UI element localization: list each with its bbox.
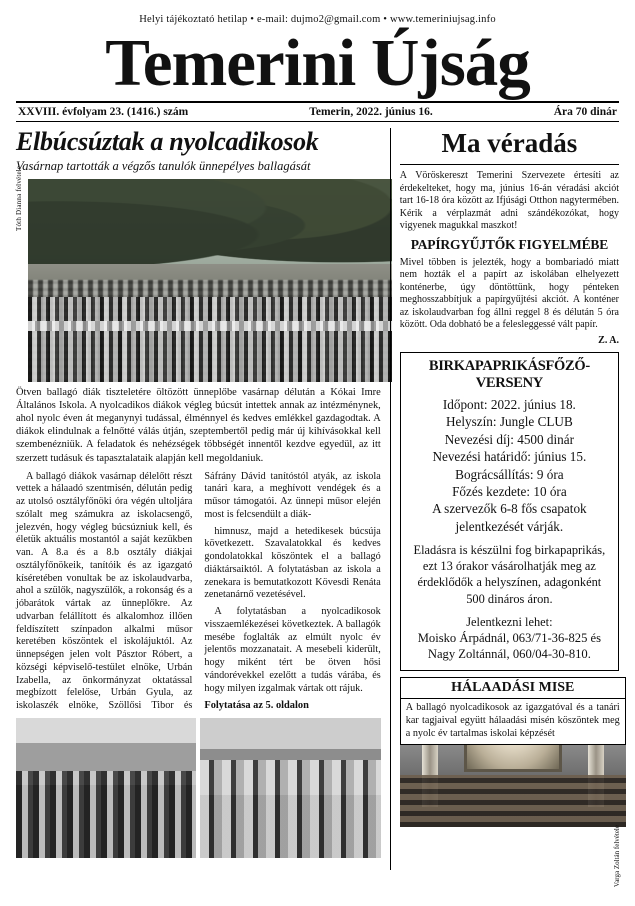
lead-paragraph: Ötven ballagó diák tiszteletére öltözött ünneplőbe vasárnap délután a Kókai Imre Általános Iskola. A nyolcadikos diákok végleg búcsút intettek annak az intézménynek, ahol nyolc éven át meganynyi tudással, élménnyel és kedves emlékkel gazdagodtak. A diákok elindulnak a felnőtté válás útján, szeptembertől pedig már új kihívásokkal kell szembenézniük. A feladatok és nehézségek többségét innentől kezdve egyedül, az itt szerzett tudásuk és tapasztalataik alapján kell megoldaniuk. — [16, 386, 381, 464]
bottom-photo-right — [200, 718, 380, 858]
lead-body-columns — [16, 471, 381, 713]
mass-caption-text: A ballagó nyolcadikosok az igazgatóval és a tanári kar tagjaival együtt hálaadási misén köszöntek meg a nyolc év tartalmas iskolai képzését — [400, 699, 626, 745]
issue-price: Ára 70 dinár — [553, 106, 617, 119]
lead-body-paragraph: himnusz, majd a hetedikesek búcsúja következett. Szavalatokkal és kedves gondolatokkal köszöntek el a ballagó diáktársaiktól. A folytatásban az iskola a zenekara is bemutatkozott Kövesdi Renáta zenetanárnő vezetésével. — [204, 525, 381, 601]
blood-drive-text: A Vöröskereszt Temerini Szervezete értesíti az érdekelteket, hogy ma, június 16-án véradási akciót tart 16-18 óra között az Ifjúsági Otthon nagytermében. Kérik a vérplazmát adni szándékozókat, hogy vigyenek magukkal maszkot! — [399, 170, 619, 232]
mass-caption-title: HÁLAADÁSI MISE — [400, 677, 626, 699]
contest-line-date: Időpont: 2022. június 18. — [442, 396, 576, 412]
bottom-photo-left — [16, 718, 196, 858]
lead-photo — [28, 179, 392, 382]
paper-collection-text: Mivel többen is jelezték, hogy a bombariadó miatt nem hozták el a papírt az iskolában elhelyezett konténerbe, úgy döntöttünk, hogy pénteken meghosszabbítjuk a papírgyűjtési akciót. A konténer az iskolaudvarban fog állni reggel 8 és délután 5 óra között. Oda dobható be a felesleggessé vált papír. — [399, 256, 619, 331]
photo-seated-rows — [28, 297, 392, 382]
church-photo-credit: Varga Zoltán felvétele — [613, 825, 621, 888]
contest-title: BIRKAPAPRIKÁSFŐZŐ-VERSENY — [428, 357, 590, 391]
lead-body-paragraph: A ballagó diákok vasárnap délelőtt részt vettek a hálaadó szentmisén, délután pedig az utolsó osztályfőnöki óra végén ultoljára szólalt meg számukra az iskolacsengő, jelezvén, hogy végleg búcsúzniuk kell, és életük aktuális mostantól a saját kezükben van. A 8.a és a 8.b osztály diákjai osztályfőnökeik, tanítóik és az igazgató kíséretében vonultak be az iskolaudvarba, ahol a szülők, nagyszülők, a rokonság és a jóbarátok vártak az ünneplőkre. Az udvarban felállított és alkalomhoz illően feldíszített színpadon alkalmi műsor keretében köszöntek el iskolájuktól. Az ünnepségen jelen volt Pásztor Róbert, a községi képviselő-testület elnöke, Urbán Izabella, az önkormányzat oktatással megbízott felelőse, Urbán Gyula, az iskolaszék elnöke, Szöllősi Tibor és Sáfrány Dávid tanítóstól atyák, az iskola tanári kara, a meghívott vendégek és a műsor támogatói. Az ünnepi műsor elején most is felcsendült a diák- — [16, 470, 381, 712]
masthead-title: Temerini Újság — [105, 26, 530, 100]
paper-collection-title: PAPÍRGYŰJTŐK FIGYELMÉBE — [410, 236, 609, 252]
lead-body-paragraph: A folytatásban a nyolcadikosok visszaemlékezései következtek. A ballagók mesébe foglalták az elmúlt nyolc év jelentős mozzanatait. A mesebeli kiderült, hogy miként tért be ötven hősi vándorévekkel ezelőtt a tudás várába, és hogy milyen izgalmak vártak ott rájuk. — [204, 606, 381, 694]
paper-collection-signature: Z. A. — [598, 334, 619, 346]
lead-article-subtitle: Vasárnap tartották a végzős tanulók ünnepélyes ballagását — [16, 158, 311, 173]
contest-line-setup: Bográcsállítás: 9 óra — [455, 466, 564, 482]
issue-rule — [16, 121, 619, 122]
mass-caption-box — [400, 677, 626, 745]
continued-note: Folytatása az 5. oldalon — [204, 700, 309, 712]
church-pews — [400, 775, 626, 827]
contest-apply-title: Jelentkezni lehet: — [466, 614, 553, 629]
mass-photo-area — [400, 677, 621, 888]
content-columns — [15, 127, 621, 888]
contest-line-deadline: Nevezési határidő: június 15. — [432, 449, 587, 465]
issue-number: XXVIII. évfolyam 23. (1416.) szám — [18, 106, 189, 119]
bottom-photo-strip — [16, 718, 381, 858]
contest-sale-info: Eladásra is készülni fog birkapaprikás, ezt 13 órakor vásárolhatják meg az érdeklődők a helyszínen, adagonként 500 dináros áron. — [413, 543, 606, 606]
contest-line-fee: Nevezési díj: 4500 dinár — [444, 431, 575, 447]
right-column — [390, 128, 621, 888]
issue-date: Temerin, 2022. június 16. — [309, 106, 433, 119]
contest-line-cooking-start: Főzés kezdete: 10 óra — [452, 483, 567, 499]
contest-line-venue: Helyszín: Jungle CLUB — [446, 414, 573, 430]
blood-drive-rule — [400, 164, 619, 165]
photo-front-row — [28, 321, 392, 331]
contest-box — [400, 352, 619, 671]
contest-line-teams: A szervezők 6-8 fős csapatok jelentkezését várják. — [432, 501, 587, 534]
photo-trees — [28, 179, 392, 272]
lead-photo-credit: Tóth Dianna felvétele — [15, 165, 23, 231]
top-strip: Helyi tájékoztató hetilap • e-mail: dujmo2@gmail.com • www.temeriniujsag.info — [139, 14, 496, 25]
blood-drive-title: Ma véradás — [441, 128, 578, 159]
left-column — [16, 128, 381, 870]
issue-info-row — [16, 103, 619, 121]
lead-article-title: Elbúcsúztak a nyolcadikosok — [16, 127, 319, 157]
contest-apply-contacts: Moisko Árpádnál, 063/71-36-825 és Nagy Zoltánnál, 060/04-30-810. — [417, 630, 602, 662]
